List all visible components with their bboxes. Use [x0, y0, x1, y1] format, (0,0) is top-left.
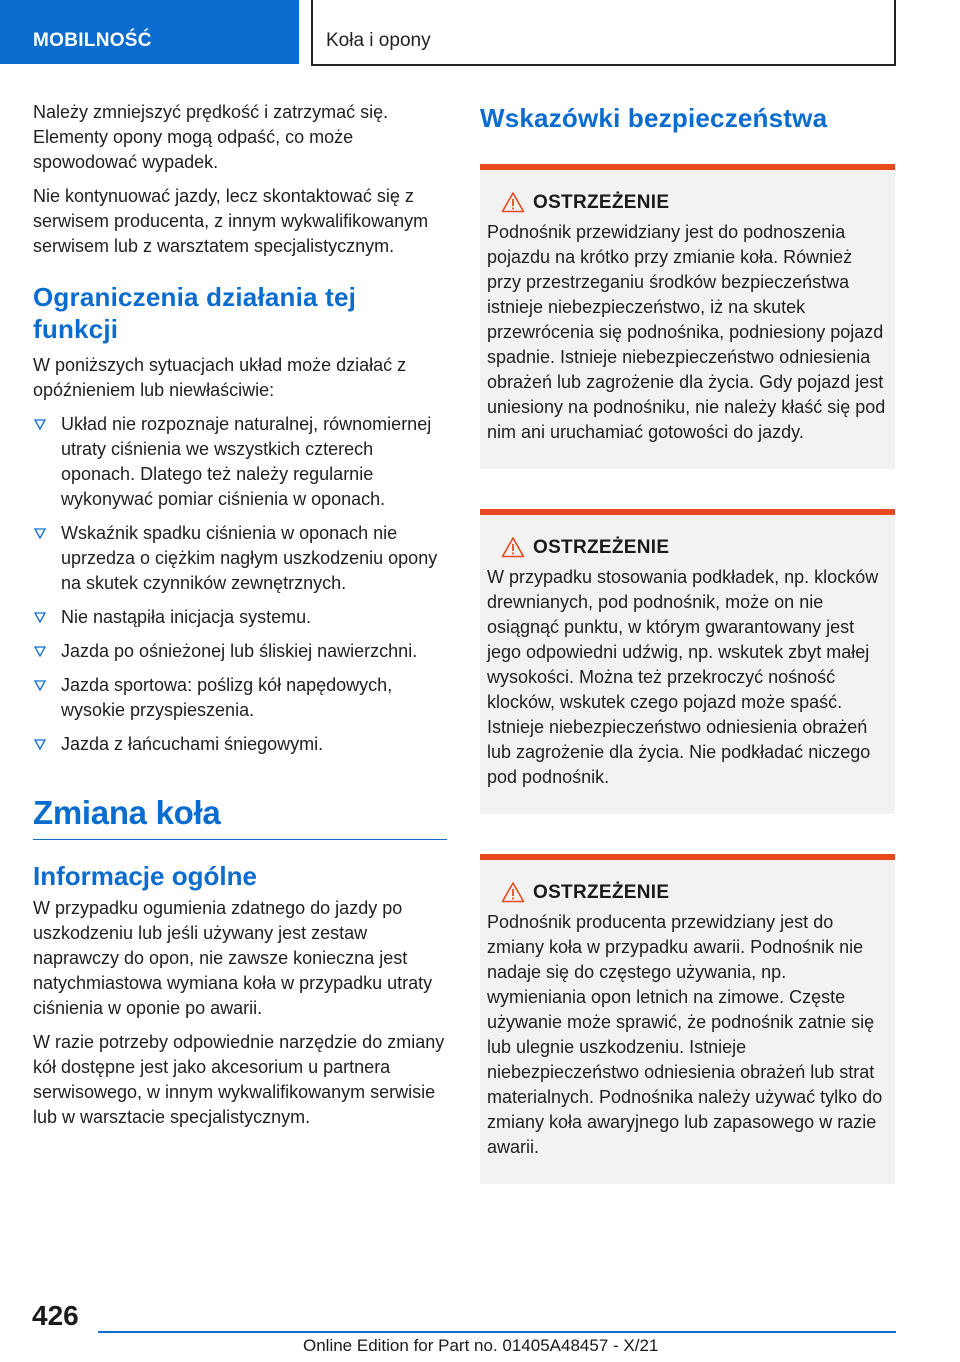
triangle-bullet-icon	[34, 680, 46, 691]
limits-intro: W poniższych sytuacjach układ może działać z opóźnieniem lub niewłaściwie:	[33, 355, 407, 400]
limits-heading: Ograniczenia działania tej funkcji	[33, 282, 357, 344]
warning-box	[480, 509, 895, 814]
warning-title: OSTRZEŻENIE	[533, 882, 670, 903]
list-item-text: Jazda po ośnieżonej lub śliskiej nawierzchni.	[61, 641, 418, 661]
right-column	[480, 100, 895, 1184]
warning-title: OSTRZEŻENIE	[533, 537, 670, 558]
subsection-title: Koła i opony	[326, 30, 431, 51]
warning-body: Podnośnik przewidziany jest do podnoszenia pojazdu na krótko przy zmianie koła. Również przy przestrzeganiu środków bezpieczeństwa istnieje niebezpieczeństwo, iż na skutek przewrócenia się podnośnika, podniesiony pojazd spadnie. Istnieje niebezpieczeństwo odniesienia obrażeń lub zagrożenie dla życia. Gdy pojazd jest uniesiony na podnośniku, nie należy kłaść się pod nim ani uruchamiać gotowości do jazdy.	[487, 222, 886, 442]
warning-box	[480, 854, 895, 1184]
list-item	[33, 732, 447, 757]
triangle-bullet-icon	[34, 612, 46, 623]
intro-paragraph-2: Nie kontynuować jazdy, lecz skontaktować się z serwisem producenta, z innym wykwalifikowanym serwisem lub z warsztatem specjalistycznym.	[33, 186, 429, 256]
warning-triangle-icon	[501, 536, 525, 558]
subsection-header	[311, 0, 896, 66]
list-item-text: Jazda sportowa: poślizg kół napędowych, wysokie przyspieszenia.	[61, 675, 393, 720]
list-item-text: Jazda z łańcuchami śniegowymi.	[61, 734, 324, 754]
list-item	[33, 639, 447, 664]
general-heading: Informacje ogólne	[33, 861, 257, 891]
chapter-heading: Zmiana koła	[33, 793, 447, 840]
safety-heading: Wskazówki bezpieczeństwa	[480, 103, 828, 133]
list-item	[33, 521, 447, 596]
list-item	[33, 673, 447, 723]
triangle-bullet-icon	[34, 528, 46, 539]
general-paragraph-2: W razie potrzeby odpowiednie narzędzie do zmiany kół dostępne jest jako akcesorium u partnera serwisowego, w innym wykwalifikowanym serwisie lub w warsztacie specjalistycznym.	[33, 1032, 445, 1127]
warning-title-row	[487, 880, 887, 908]
triangle-bullet-icon	[34, 646, 46, 657]
warning-body: Podnośnik producenta przewidziany jest do zmiany koła w przypadku awarii. Podnośnik nie nadaje się do częstego używania, np. wymieniania opon letnich na zimowe. Częste używanie może sprawić, że podnośnik zatnie się lub ulegnie uszkodzeniu. Istnieje niebezpieczeństwo odniesienia obrażeń lub strat materialnych. Podnośnika należy używać tylko do zmiany koła awaryjnego lub zapasowego w razie awarii.	[487, 912, 883, 1157]
list-item-text: Nie nastąpiła inicjacja systemu.	[61, 607, 312, 627]
page-number: 426	[32, 1300, 79, 1331]
list-item-text: Wskaźnik spadku ciśnienia w oponach nie uprzedza o ciężkim nagłym uszkodzeniu opony na skutek czynników zewnętrznych.	[61, 523, 438, 593]
section-tab: MOBILNOŚĆ	[0, 0, 299, 64]
triangle-bullet-icon	[34, 739, 46, 750]
triangle-bullet-icon	[34, 419, 46, 430]
list-item	[33, 605, 447, 630]
warning-title: OSTRZEŻENIE	[533, 192, 670, 213]
general-paragraph-1: W przypadku ogumienia zdatnego do jazdy po uszkodzeniu lub jeśli używany jest zestaw naprawczy do opon, nie zawsze konieczna jest natychmiastowa wymiana koła w przypadku utraty ciśnienia w oponie po awarii.	[33, 898, 433, 1018]
warning-box	[480, 164, 895, 469]
warning-title-row	[487, 190, 887, 218]
footer-divider	[98, 1331, 896, 1333]
footer-edition: Online Edition for Part no. 01405A48457 - X/21	[303, 1336, 659, 1355]
warning-triangle-icon	[501, 191, 525, 213]
intro-paragraph-1: Należy zmniejszyć prędkość i zatrzymać się. Elementy opony mogą odpaść, co może spowodować wypadek.	[33, 102, 389, 172]
list-item	[33, 412, 447, 512]
list-item-text: Układ nie rozpoznaje naturalnej, równomiernej utraty ciśnienia we wszystkich czterech oponach. Dlatego też należy regularnie wykonywać pomiar ciśnienia w oponach.	[61, 414, 432, 509]
left-column	[33, 100, 447, 1139]
warning-body: W przypadku stosowania podkładek, np. klocków drewnianych, pod podnośnik, może on nie osiągnąć punktu, w którym gwarantowany jest jego odpowiedni udźwig, np. wskutek zbyt małej wysokości. Można też przekroczyć nośność klocków, wskutek czego pojazd może spaść. Istnieje niebezpieczeństwo odniesienia obrażeń lub zagrożenie dla życia. Nie podkładać niczego pod podnośnik.	[487, 567, 879, 787]
warning-triangle-icon	[501, 881, 525, 903]
warning-title-row	[487, 535, 887, 563]
limits-list	[33, 412, 447, 757]
